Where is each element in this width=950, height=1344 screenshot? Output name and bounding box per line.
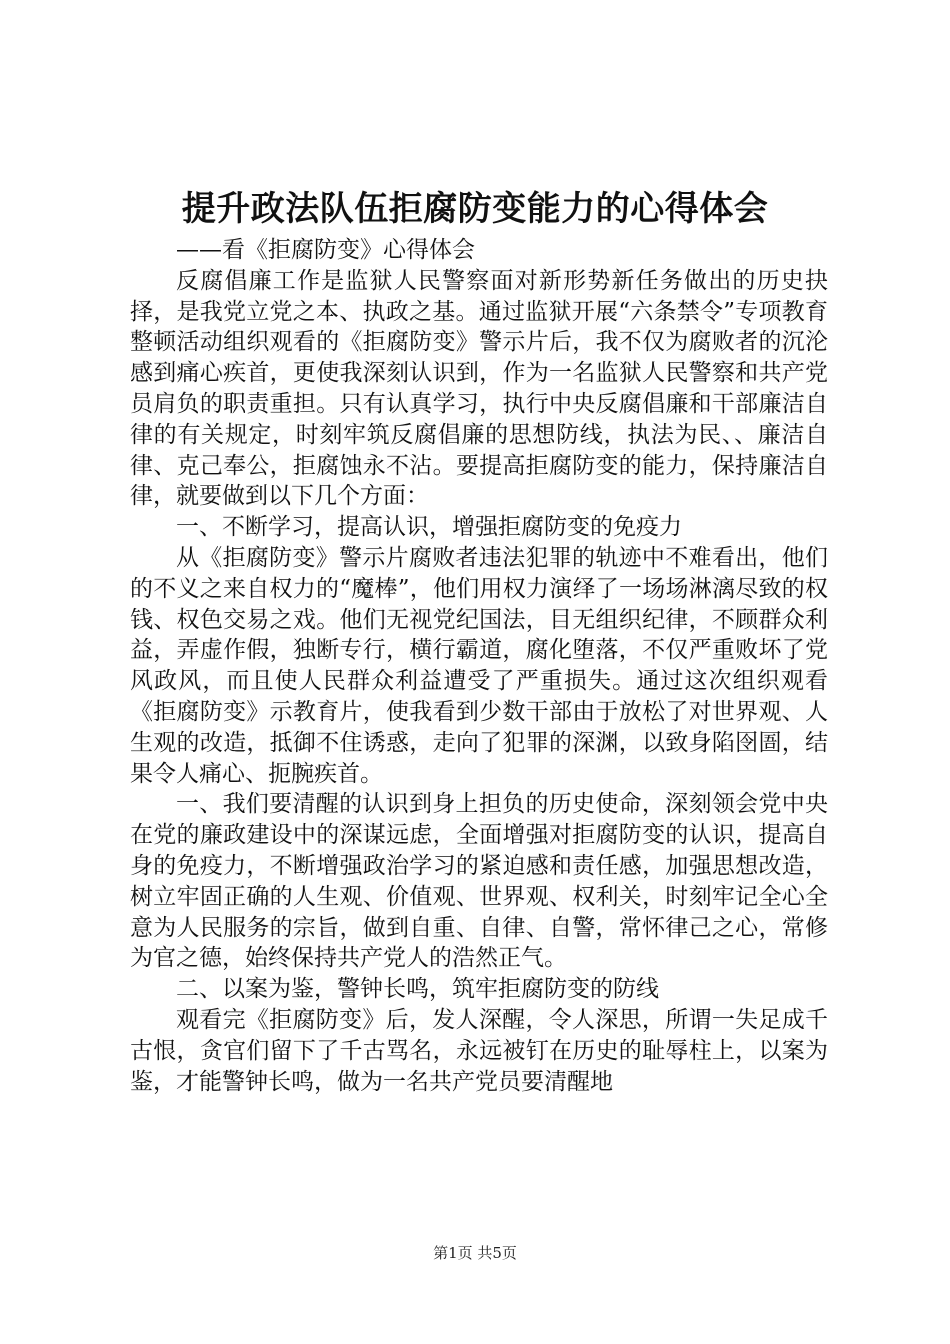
body-paragraph: 观看完《拒腐防变》后，发人深醒，令人深思，所谓一失足成千古恨，贪官们留下了千古骂名，永远被钉在历史的耻辱柱上，以案为鉴，才能警钟长鸣，做为一名共产党员要清醒地	[130, 1006, 828, 1095]
body-paragraph: 一、我们要清醒的认识到身上担负的历史使命，深刻领会党中央在党的廉政建设中的深谋远虑，全面增强对拒腐防变的认识，提高自身的免疫力，不断增强政治学习的紧迫感和责任感，加强思想改造，树立牢固正确的人生观、价值观、世界观、权利关，时刻牢记全心全意为人民服务的宗旨，做到自重、自律、自警，常怀律己之心，常修为官之德，始终保持共产党人的浩然正气。	[130, 791, 828, 972]
document-subtitle: ——看《拒腐防变》心得体会	[176, 237, 475, 263]
body-paragraph: 从《拒腐防变》警示片腐败者违法犯罪的轨迹中不难看出，他们的不义之来自权力的“魔棒”，他们用权力演绎了一场场淋漓尽致的权钱、权色交易之戏。他们无视党纪国法，目无组织纪律，不顾群众利益，弄虚作假，独断专行，横行霸道，腐化堕落，不仅严重败坏了党风政风，而且使人民群众利益遭受了严重损失。通过这次组织观看《拒腐防变》示教育片，使我看到少数干部由于放松了对世界观、人生观的改造，抵御不住诱惑，走向了犯罪的深渊，以致身陷囹圄，结果令人痛心、扼腕疾首。	[130, 544, 828, 787]
document-body	[130, 235, 828, 1097]
section-heading: 一、不断学习，提高认识，增强拒腐防变的免疫力	[176, 514, 682, 541]
section-heading: 二、以案为鉴，警钟长鸣，筑牢拒腐防变的防线	[176, 976, 659, 1003]
body-paragraph: 反腐倡廉工作是监狱人民警察面对新形势新任务做出的历史抉择，是我党立党之本、执政之基。通过监狱开展“六条禁令”专项教育整顿活动组织观看的《拒腐防变》警示片后，我不仅为腐败者的沉沦感到痛心疾首，更使我深刻认识到，作为一名监狱人民警察和共产党员肩负的职责重担。只有认真学习，执行中央反腐倡廉和干部廉洁自律的有关规定，时刻牢筑反腐倡廉的思想防线，执法为民、、廉洁自律、克己奉公，拒腐蚀永不沾。要提高拒腐防变的能力，保持廉洁自律，就要做到以下几个方面：	[130, 267, 828, 510]
page-footer: 第1页 共5页	[433, 1244, 517, 1262]
document-title: 提升政法队伍拒腐防变能力的心得体会	[181, 189, 769, 229]
